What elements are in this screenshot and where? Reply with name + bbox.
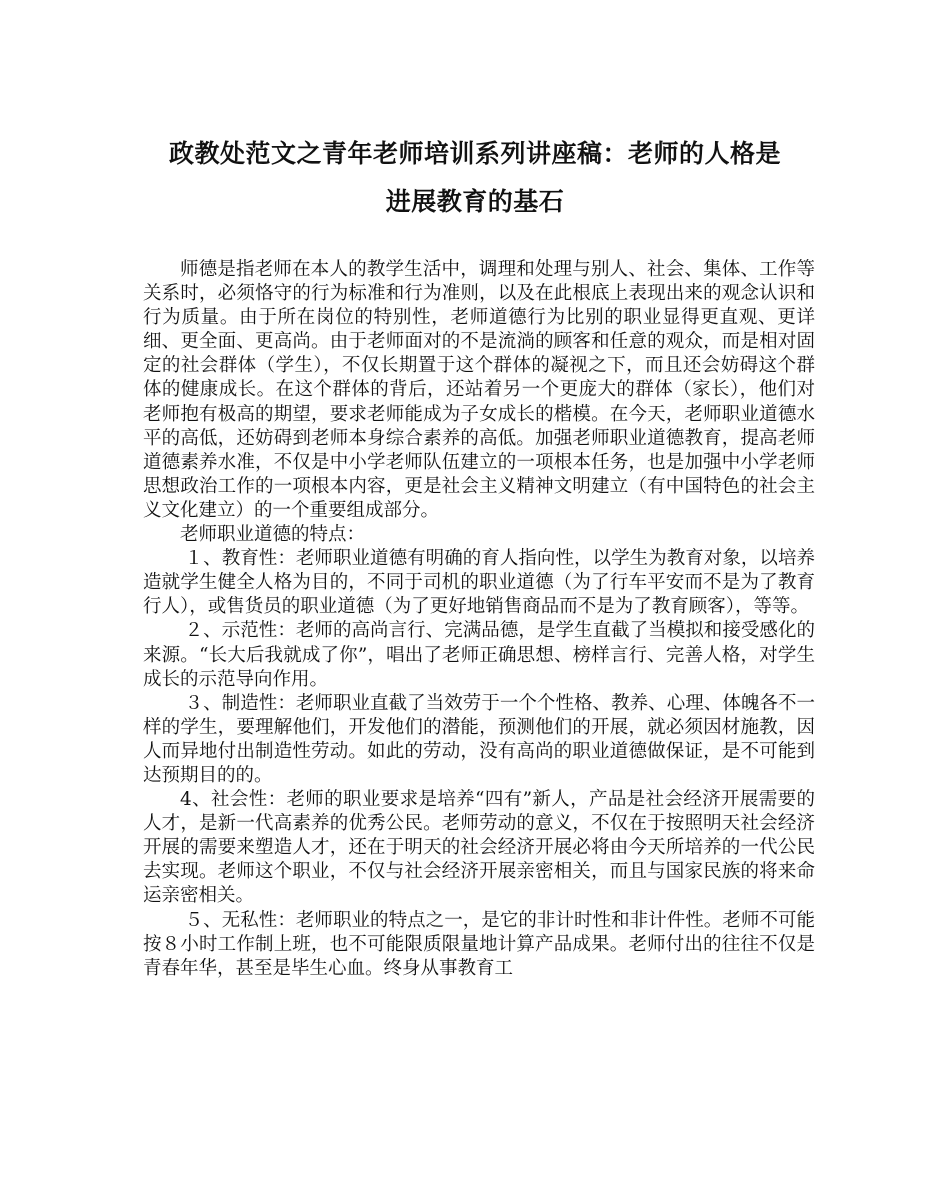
document-title-line-1: 政教处范文之青年老师培训系列讲座稿：老师的人格是 <box>168 139 781 168</box>
paragraph-features-heading: 老师职业道德的特点： <box>180 524 366 546</box>
paragraph-feature-3: ３、制造性：老师职业直截了当效劳于一个个性格、教养、心理、体魄各不一样的学生，要理解他们，开发他们的潜能，预测他们的开展，就必须因材施教，因人而异地付出制造性劳动。如此的劳动，没有高尚的职业道德做保证，是不可能到达预期目的的。 <box>143 692 815 786</box>
paragraph-feature-4: 4、社会性：老师的职业要求是培养“四有”新人，产品是社会经济开展需要的人才，是新一代高素养的优秀公民。老师劳动的意义，不仅在于按照明天社会经济开展的需要来塑造人才，还在于明天的社会经济开展必将由今天所培养的一代公民去实现。老师这个职业，不仅与社会经济开展亲密相关，而且与国家民族的将来命运亲密相关。 <box>143 789 815 907</box>
paragraph-feature-1: １、教育性：老师职业道德有明确的育人指向性，以学生为教育对象，以培养造就学生健全人格为目的，不同于司机的职业道德（为了行车平安而不是为了教育行人），或售货员的职业道德（为了更好地销售商品而不是为了教育顾客），等等。 <box>143 548 815 618</box>
document-title-line-2: 进展教育的基石 <box>385 187 565 216</box>
paragraph-feature-5: ５、无私性：老师职业的特点之一，是它的非计时性和非计件性。老师不可能按８小时工作制上班，也不可能限质限量地计算产品成果。老师付出的往往不仅是青春年华，甚至是毕生心血。终身从事教育工 <box>143 909 815 979</box>
paragraph-intro: 师德是指老师在本人的教学生活中，调理和处理与别人、社会、集体、工作等关系时，必须恪守的行为标准和行为准则，以及在此根底上表现出来的观念认识和行为质量。由于所在岗位的特别性，老师道德行为比别的职业显得更直观、更详细、更全面、更高尚。由于老师面对的不是流淌的顾客和任意的观众，而是相对固定的社会群体（学生），不仅长期置于这个群体的凝视之下，而且还会妨碍这个群体的健康成长。在这个群体的背后，还站着另一个更庞大的群体（家长），他们对老师抱有极高的期望，要求老师能成为子女成长的楷模。在今天，老师职业道德水平的高低，还妨碍到老师本身综合素养的高低。加强老师职业道德教育，提高老师道德素养水准，不仅是中小学老师队伍建立的一项根本任务，也是加强中小学老师思想政治工作的一项根本内容，更是社会主义精神文明建立（有中国特色的社会主义文化建立）的一个重要组成部分。 <box>143 259 815 521</box>
document-body <box>143 258 815 981</box>
paragraph-feature-2: ２、示范性：老师的高尚言行、完满品德，是学生直截了当模拟和接受感化的来源。“长大后我就成了你”，唱出了老师正确思想、榜样言行、完善人格，对学生成长的示范导向作用。 <box>143 620 815 690</box>
